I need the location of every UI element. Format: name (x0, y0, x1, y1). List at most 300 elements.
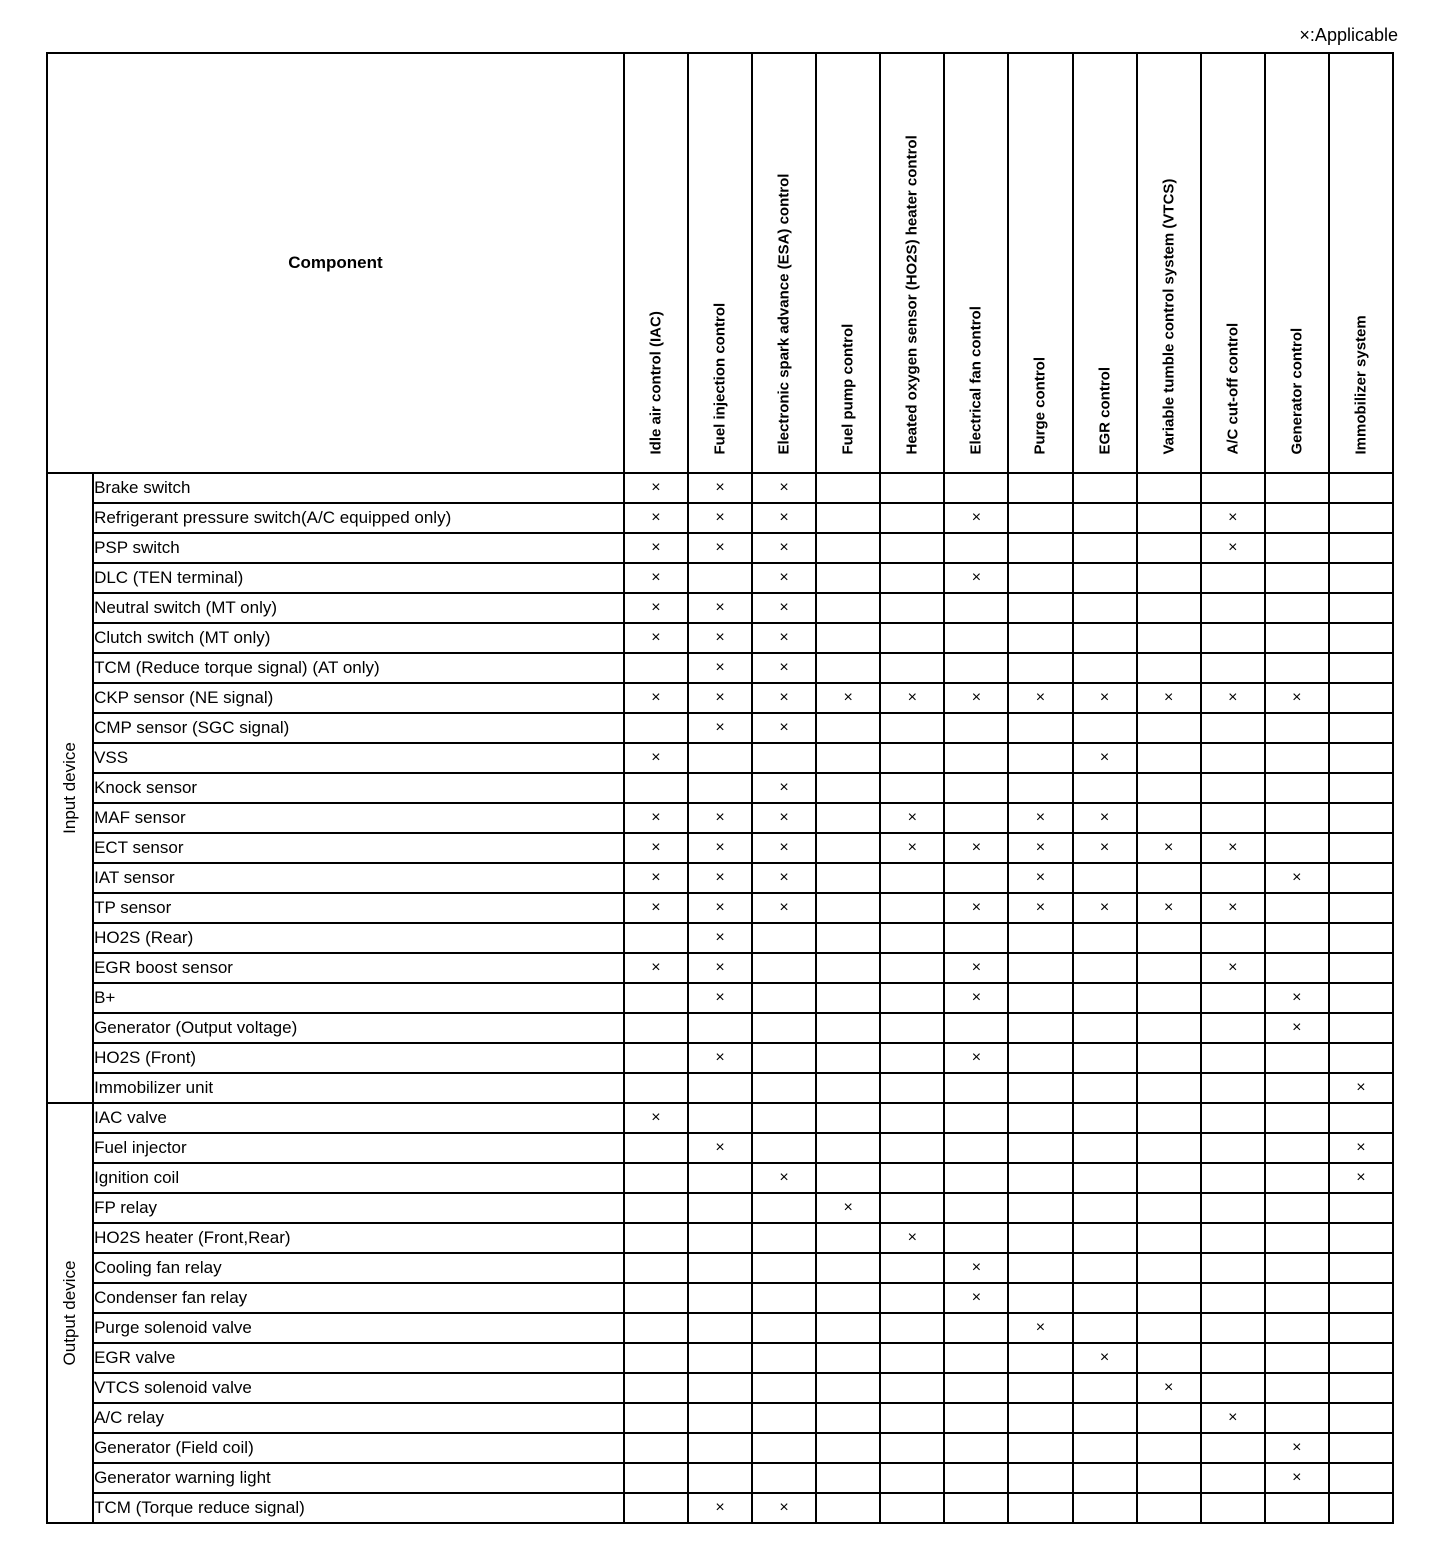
applicable-mark: × (944, 953, 1008, 983)
applicable-mark: × (1073, 683, 1137, 713)
table-row (47, 1223, 1393, 1253)
empty-cell (1265, 1163, 1329, 1193)
empty-cell (816, 1163, 880, 1193)
component-name: PSP switch (93, 533, 624, 563)
empty-cell (1265, 1253, 1329, 1283)
empty-cell (1329, 623, 1393, 653)
applicable-mark: × (944, 683, 1008, 713)
applicable-mark: × (752, 503, 816, 533)
empty-cell (1265, 833, 1329, 863)
empty-cell (816, 1343, 880, 1373)
table-row (47, 923, 1393, 953)
applicable-mark: × (688, 593, 752, 623)
empty-cell (944, 923, 1008, 953)
empty-cell (944, 1493, 1008, 1523)
empty-cell (1073, 473, 1137, 503)
column-header-label: Electrical fan control (967, 306, 985, 455)
empty-cell (1201, 1073, 1265, 1103)
empty-cell (1008, 713, 1072, 743)
empty-cell (1329, 1223, 1393, 1253)
empty-cell (1008, 983, 1072, 1013)
empty-cell (1008, 1073, 1072, 1103)
applicable-mark: × (1265, 983, 1329, 1013)
empty-cell (624, 1283, 688, 1313)
empty-cell (688, 563, 752, 593)
table-row (47, 1403, 1393, 1433)
applicable-mark: × (1137, 833, 1201, 863)
table-row (47, 683, 1393, 713)
applicable-mark: × (1201, 1403, 1265, 1433)
component-name: TP sensor (93, 893, 624, 923)
empty-cell (1073, 533, 1137, 563)
component-name: Generator warning light (93, 1463, 624, 1493)
empty-cell (1137, 1103, 1201, 1133)
applicable-mark: × (1265, 1433, 1329, 1463)
empty-cell (816, 593, 880, 623)
empty-cell (752, 1013, 816, 1043)
empty-cell (624, 1073, 688, 1103)
applicable-mark: × (624, 893, 688, 923)
empty-cell (880, 653, 944, 683)
empty-cell (624, 1043, 688, 1073)
empty-cell (752, 983, 816, 1013)
empty-cell (944, 653, 1008, 683)
empty-cell (688, 1343, 752, 1373)
empty-cell (880, 953, 944, 983)
empty-cell (880, 473, 944, 503)
applicable-mark: × (1008, 863, 1072, 893)
column-header-label: Electronic spark advance (ESA) control (775, 173, 793, 455)
column-header-label: Fuel injection control (711, 302, 729, 455)
column-header (624, 53, 688, 473)
empty-cell (944, 1193, 1008, 1223)
empty-cell (1265, 593, 1329, 623)
component-name: Neutral switch (MT only) (93, 593, 624, 623)
applicable-mark: × (1008, 893, 1072, 923)
empty-cell (1201, 593, 1265, 623)
component-name: Knock sensor (93, 773, 624, 803)
applicable-mark: × (688, 503, 752, 533)
empty-cell (1201, 773, 1265, 803)
component-name: Clutch switch (MT only) (93, 623, 624, 653)
empty-cell (752, 953, 816, 983)
empty-cell (752, 1193, 816, 1223)
applicable-mark: × (624, 833, 688, 863)
empty-cell (1073, 863, 1137, 893)
applicable-mark: × (688, 1133, 752, 1163)
applicable-mark: × (944, 983, 1008, 1013)
empty-cell (1201, 1313, 1265, 1343)
empty-cell (752, 1223, 816, 1253)
empty-cell (688, 1313, 752, 1343)
empty-cell (688, 773, 752, 803)
empty-cell (944, 1223, 1008, 1253)
empty-cell (944, 1343, 1008, 1373)
table-row (47, 1463, 1393, 1493)
component-name: EGR boost sensor (93, 953, 624, 983)
component-name: HO2S (Rear) (93, 923, 624, 953)
empty-cell (688, 1103, 752, 1133)
empty-cell (944, 1403, 1008, 1433)
empty-cell (688, 1073, 752, 1103)
empty-cell (1073, 1283, 1137, 1313)
applicable-mark: × (624, 533, 688, 563)
empty-cell (1265, 653, 1329, 683)
applicable-mark: × (624, 743, 688, 773)
applicable-mark: × (752, 533, 816, 563)
empty-cell (1265, 1073, 1329, 1103)
empty-cell (1329, 563, 1393, 593)
empty-cell (816, 1403, 880, 1433)
empty-cell (752, 1043, 816, 1073)
empty-cell (752, 1403, 816, 1433)
empty-cell (1329, 923, 1393, 953)
empty-cell (1201, 1433, 1265, 1463)
component-name: Generator (Field coil) (93, 1433, 624, 1463)
empty-cell (1008, 473, 1072, 503)
applicable-mark: × (1073, 893, 1137, 923)
empty-cell (1008, 1283, 1072, 1313)
empty-cell (816, 923, 880, 953)
empty-cell (1265, 1193, 1329, 1223)
table-row (47, 713, 1393, 743)
empty-cell (1137, 743, 1201, 773)
empty-cell (1265, 533, 1329, 563)
header-row (47, 53, 1393, 473)
applicable-mark: × (688, 533, 752, 563)
empty-cell (1201, 863, 1265, 893)
empty-cell (624, 1433, 688, 1463)
table-row (47, 1163, 1393, 1193)
table-row (47, 1013, 1393, 1043)
table-row (47, 893, 1393, 923)
applicable-mark: × (1265, 863, 1329, 893)
component-name: Brake switch (93, 473, 624, 503)
applicable-mark: × (1201, 893, 1265, 923)
table-row (47, 743, 1393, 773)
empty-cell (1137, 1073, 1201, 1103)
applicable-mark: × (816, 683, 880, 713)
empty-cell (816, 833, 880, 863)
empty-cell (1137, 923, 1201, 953)
empty-cell (624, 1313, 688, 1343)
applicable-mark: × (624, 563, 688, 593)
empty-cell (880, 1433, 944, 1463)
empty-cell (1329, 713, 1393, 743)
empty-cell (880, 1133, 944, 1163)
table-row (47, 1343, 1393, 1373)
column-header-label: Variable tumble control system (VTCS) (1160, 178, 1178, 455)
table-row (47, 653, 1393, 683)
empty-cell (752, 1433, 816, 1463)
empty-cell (880, 1493, 944, 1523)
empty-cell (752, 1343, 816, 1373)
empty-cell (1201, 1463, 1265, 1493)
table-row (47, 563, 1393, 593)
empty-cell (944, 1463, 1008, 1493)
empty-cell (1137, 1133, 1201, 1163)
empty-cell (1329, 593, 1393, 623)
applicable-mark: × (944, 1043, 1008, 1073)
empty-cell (1201, 473, 1265, 503)
component-name: TCM (Torque reduce signal) (93, 1493, 624, 1523)
empty-cell (1008, 1103, 1072, 1133)
table-row (47, 473, 1393, 503)
table-row (47, 593, 1393, 623)
empty-cell (1073, 503, 1137, 533)
empty-cell (1265, 1283, 1329, 1313)
applicable-mark: × (1073, 833, 1137, 863)
empty-cell (880, 593, 944, 623)
empty-cell (1073, 623, 1137, 653)
empty-cell (1265, 773, 1329, 803)
applicable-mark: × (688, 713, 752, 743)
table-row (47, 953, 1393, 983)
empty-cell (1137, 593, 1201, 623)
table-row (47, 773, 1393, 803)
column-header (1073, 53, 1137, 473)
applicable-mark: × (752, 473, 816, 503)
empty-cell (816, 623, 880, 653)
table-row (47, 1313, 1393, 1343)
empty-cell (1073, 563, 1137, 593)
empty-cell (1329, 1493, 1393, 1523)
applicable-mark: × (1329, 1073, 1393, 1103)
empty-cell (944, 1373, 1008, 1403)
empty-cell (1201, 713, 1265, 743)
empty-cell (880, 863, 944, 893)
empty-cell (1073, 1043, 1137, 1073)
empty-cell (944, 623, 1008, 653)
column-header (1201, 53, 1265, 473)
empty-cell (1201, 983, 1265, 1013)
empty-cell (1073, 1223, 1137, 1253)
empty-cell (880, 893, 944, 923)
component-name: VTCS solenoid valve (93, 1373, 624, 1403)
empty-cell (880, 533, 944, 563)
empty-cell (1329, 1403, 1393, 1433)
empty-cell (688, 1223, 752, 1253)
empty-cell (816, 1463, 880, 1493)
column-header (1265, 53, 1329, 473)
empty-cell (1265, 1223, 1329, 1253)
empty-cell (624, 1133, 688, 1163)
empty-cell (880, 743, 944, 773)
applicable-mark: × (688, 983, 752, 1013)
empty-cell (1137, 953, 1201, 983)
empty-cell (1073, 1403, 1137, 1433)
empty-cell (1265, 1403, 1329, 1433)
empty-cell (624, 1463, 688, 1493)
empty-cell (880, 1343, 944, 1373)
empty-cell (944, 1103, 1008, 1133)
empty-cell (1265, 953, 1329, 983)
empty-cell (624, 983, 688, 1013)
empty-cell (1137, 983, 1201, 1013)
empty-cell (1137, 1343, 1201, 1373)
empty-cell (816, 533, 880, 563)
empty-cell (944, 863, 1008, 893)
applicable-mark: × (688, 923, 752, 953)
empty-cell (1137, 1403, 1201, 1433)
empty-cell (688, 1433, 752, 1463)
empty-cell (688, 743, 752, 773)
applicable-legend: ×:Applicable (1299, 25, 1398, 45)
empty-cell (816, 1103, 880, 1133)
empty-cell (624, 1013, 688, 1043)
applicable-mark: × (1201, 683, 1265, 713)
applicable-mark: × (816, 1193, 880, 1223)
empty-cell (1265, 503, 1329, 533)
empty-cell (688, 1403, 752, 1433)
applicable-mark: × (688, 833, 752, 863)
component-name: A/C relay (93, 1403, 624, 1433)
empty-cell (1073, 1193, 1137, 1223)
empty-cell (1329, 743, 1393, 773)
empty-cell (1008, 953, 1072, 983)
applicable-mark: × (1265, 1013, 1329, 1043)
empty-cell (1329, 1103, 1393, 1133)
empty-cell (1137, 563, 1201, 593)
empty-cell (1329, 983, 1393, 1013)
empty-cell (1073, 773, 1137, 803)
empty-cell (1201, 1343, 1265, 1373)
applicable-mark: × (944, 1253, 1008, 1283)
empty-cell (1008, 1433, 1072, 1463)
component-name: Fuel injector (93, 1133, 624, 1163)
empty-cell (624, 1193, 688, 1223)
empty-cell (944, 773, 1008, 803)
applicable-mark: × (688, 803, 752, 833)
applicable-mark: × (752, 713, 816, 743)
column-header-label: Heated oxygen sensor (HO2S) heater control (903, 135, 921, 455)
empty-cell (816, 1283, 880, 1313)
empty-cell (1008, 593, 1072, 623)
empty-cell (1265, 713, 1329, 743)
empty-cell (880, 1463, 944, 1493)
empty-cell (880, 713, 944, 743)
empty-cell (944, 533, 1008, 563)
component-name: Cooling fan relay (93, 1253, 624, 1283)
table-row (47, 803, 1393, 833)
empty-cell (816, 893, 880, 923)
table-row (47, 503, 1393, 533)
component-name: MAF sensor (93, 803, 624, 833)
applicable-mark: × (688, 653, 752, 683)
applicable-mark: × (688, 683, 752, 713)
empty-cell (1008, 1253, 1072, 1283)
empty-cell (1008, 623, 1072, 653)
empty-cell (688, 1193, 752, 1223)
empty-cell (944, 743, 1008, 773)
empty-cell (1137, 653, 1201, 683)
empty-cell (624, 1373, 688, 1403)
empty-cell (1073, 1103, 1137, 1133)
applicable-mark: × (1073, 743, 1137, 773)
empty-cell (1073, 1163, 1137, 1193)
empty-cell (1137, 1493, 1201, 1523)
applicable-mark: × (1008, 1313, 1072, 1343)
empty-cell (880, 1253, 944, 1283)
component-name: Ignition coil (93, 1163, 624, 1193)
table-row (47, 863, 1393, 893)
applicable-mark: × (752, 623, 816, 653)
empty-cell (816, 1313, 880, 1343)
empty-cell (1137, 1013, 1201, 1043)
empty-cell (1265, 923, 1329, 953)
component-name: FP relay (93, 1193, 624, 1223)
empty-cell (1201, 563, 1265, 593)
empty-cell (1329, 1373, 1393, 1403)
empty-cell (624, 653, 688, 683)
empty-cell (816, 803, 880, 833)
empty-cell (1201, 1133, 1265, 1163)
empty-cell (944, 1013, 1008, 1043)
empty-cell (816, 983, 880, 1013)
empty-cell (1137, 1253, 1201, 1283)
applicable-mark: × (880, 1223, 944, 1253)
table-row (47, 1193, 1393, 1223)
applicable-mark: × (1137, 683, 1201, 713)
applicable-mark: × (624, 503, 688, 533)
empty-cell (1073, 1433, 1137, 1463)
empty-cell (1137, 773, 1201, 803)
empty-cell (880, 563, 944, 593)
component-name: TCM (Reduce torque signal) (AT only) (93, 653, 624, 683)
empty-cell (880, 1043, 944, 1073)
component-name: B+ (93, 983, 624, 1013)
empty-cell (1137, 1193, 1201, 1223)
applicable-mark: × (1137, 893, 1201, 923)
column-header (752, 53, 816, 473)
applicable-mark: × (688, 1043, 752, 1073)
empty-cell (1137, 1043, 1201, 1073)
group-label: Output device (60, 1260, 80, 1366)
applicable-mark: × (1073, 803, 1137, 833)
applicable-mark: × (1201, 503, 1265, 533)
empty-cell (1008, 1403, 1072, 1433)
empty-cell (1008, 1223, 1072, 1253)
applicable-mark: × (752, 563, 816, 593)
empty-cell (752, 1313, 816, 1343)
component-name: EGR valve (93, 1343, 624, 1373)
empty-cell (1137, 1283, 1201, 1313)
column-header (1137, 53, 1201, 473)
group-label: Input device (60, 742, 80, 834)
empty-cell (1008, 773, 1072, 803)
empty-cell (1201, 1223, 1265, 1253)
empty-cell (1265, 1313, 1329, 1343)
empty-cell (880, 503, 944, 533)
empty-cell (1329, 1253, 1393, 1283)
applicable-mark: × (752, 1493, 816, 1523)
empty-cell (1201, 1043, 1265, 1073)
empty-cell (752, 1463, 816, 1493)
empty-cell (1201, 653, 1265, 683)
empty-cell (1137, 1463, 1201, 1493)
empty-cell (688, 1163, 752, 1193)
empty-cell (752, 1103, 816, 1133)
empty-cell (880, 983, 944, 1013)
empty-cell (1137, 863, 1201, 893)
empty-cell (1137, 533, 1201, 563)
empty-cell (1265, 1043, 1329, 1073)
empty-cell (1073, 1253, 1137, 1283)
empty-cell (1265, 1493, 1329, 1523)
component-name: CKP sensor (NE signal) (93, 683, 624, 713)
empty-cell (1008, 743, 1072, 773)
empty-cell (880, 1403, 944, 1433)
